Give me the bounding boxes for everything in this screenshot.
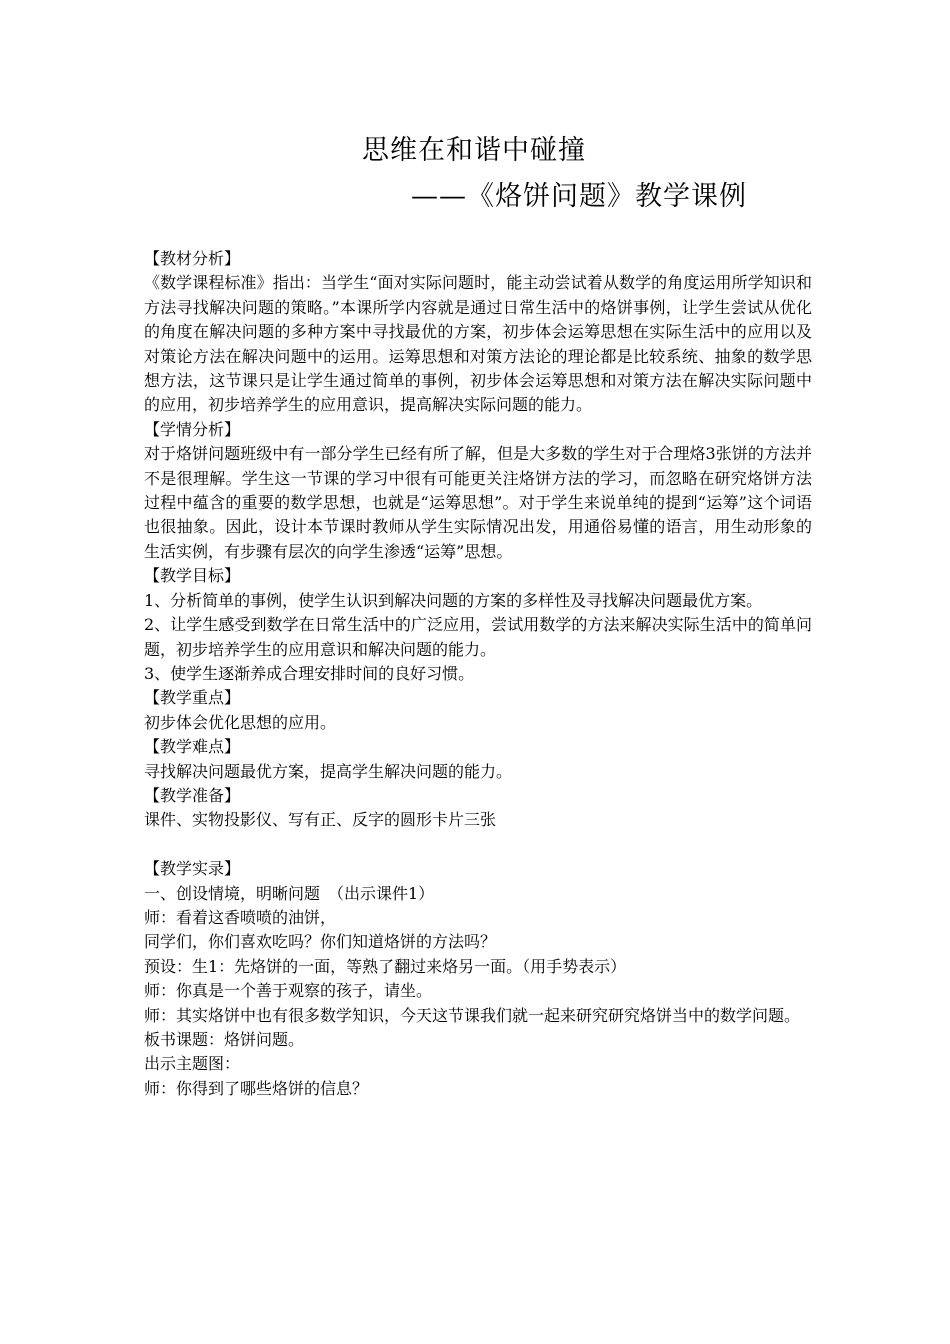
document-body: [144, 247, 812, 1101]
paragraph-student-analysis: 对于烙饼问题班级中有一部分学生已经有所了解，但是大多数的学生对于合理烙3张饼的方法并不是很理解。学生这一节课的学习中很有可能更关注烙饼方法的学习，而忽略在研究烙饼方法过程中蕴含的重要的数学思想，也就是“运筹思想”。对于学生来说单纯的提到“运筹”这个词语也很抽象。因此，设计本节课时教师从学生实际情况出发，用通俗易懂的语言，用生动形象的生活实例，有步骤有层次的向学生渗透“运筹”思想。: [144, 444, 812, 561]
paragraph-difficulties: 寻找解决问题最优方案，提高学生解决问题的能力。: [144, 761, 513, 781]
record-line-7: 板书课题：烙饼问题。: [144, 1029, 305, 1049]
document-subtitle: ——《烙饼问题》教学课例: [411, 181, 747, 212]
record-line-6: 师：其实烙饼中也有很多数学知识，今天这节课我们就一起来研究研究烙饼当中的数学问题。: [144, 1005, 801, 1025]
blank-line: [144, 833, 812, 857]
record-line-9: 师：你得到了哪些烙饼的信息？: [144, 1078, 369, 1098]
record-line-8: 出示主题图：: [144, 1054, 241, 1074]
record-line-3: 同学们，你们喜欢吃吗？你们知道烙饼的方法吗？: [144, 932, 497, 952]
record-line-4: 预设：生1：先烙饼的一面，等熟了翻过来烙另一面。（用手势表示）: [144, 956, 627, 976]
section-heading-teaching-goals: 【教学目标】: [144, 566, 241, 586]
record-line-1: 一、创设情境，明晰问题 （出示课件1）: [144, 883, 435, 903]
goal-item-3: 3、使学生逐渐养成合理安排时间的良好习惯。: [144, 663, 475, 683]
paragraph-key-points: 初步体会优化思想的应用。: [144, 712, 337, 732]
section-heading-teaching-record: 【教学实录】: [144, 859, 241, 879]
goal-item-2: 2、让学生感受到数学在日常生活中的广泛应用，尝试用数学的方法来解决实际生活中的简单问题，初步培养学生的应用意识和解决问题的能力。: [144, 615, 812, 659]
section-heading-preparation: 【教学准备】: [144, 785, 241, 805]
paragraph-textbook-analysis: 《数学课程标准》指出：当学生“面对实际问题时，能主动尝试着从数学的角度运用所学知识和方法寻找解决问题的策略。”本课所学内容就是通过日常生活中的烙饼事例，让学生尝试从优化的角度在解决问题的多种方案中寻找最优的方案，初步体会运筹思想在实际生活中的应用以及对策论方法在解决问题中的运用。运筹思想和对策方法论的理论都是比较系统、抽象的数学思想方法，这节课只是让学生通过简单的事例，初步体会运筹思想和对策方法在解决实际问题中的应用，初步培养学生的应用意识，提高解决实际问题的能力。: [144, 273, 812, 415]
document-title: 思维在和谐中碰撞: [362, 135, 586, 166]
goal-item-1: 1、分析简单的事例，使学生认识到解决问题的方案的多样性及寻找解决问题最优方案。: [144, 590, 763, 610]
section-heading-textbook-analysis: 【教材分析】: [144, 249, 241, 268]
paragraph-preparation: 课件、实物投影仪、写有正、反字的圆形卡片三张: [144, 810, 497, 830]
record-line-5: 师：你真是一个善于观察的孩子，请坐。: [144, 981, 433, 1001]
record-line-2: 师：看着这香喷喷的油饼，: [144, 907, 337, 927]
section-heading-student-analysis: 【学情分析】: [144, 419, 241, 439]
section-heading-key-points: 【教学重点】: [144, 688, 241, 708]
section-heading-difficulties: 【教学难点】: [144, 737, 241, 757]
